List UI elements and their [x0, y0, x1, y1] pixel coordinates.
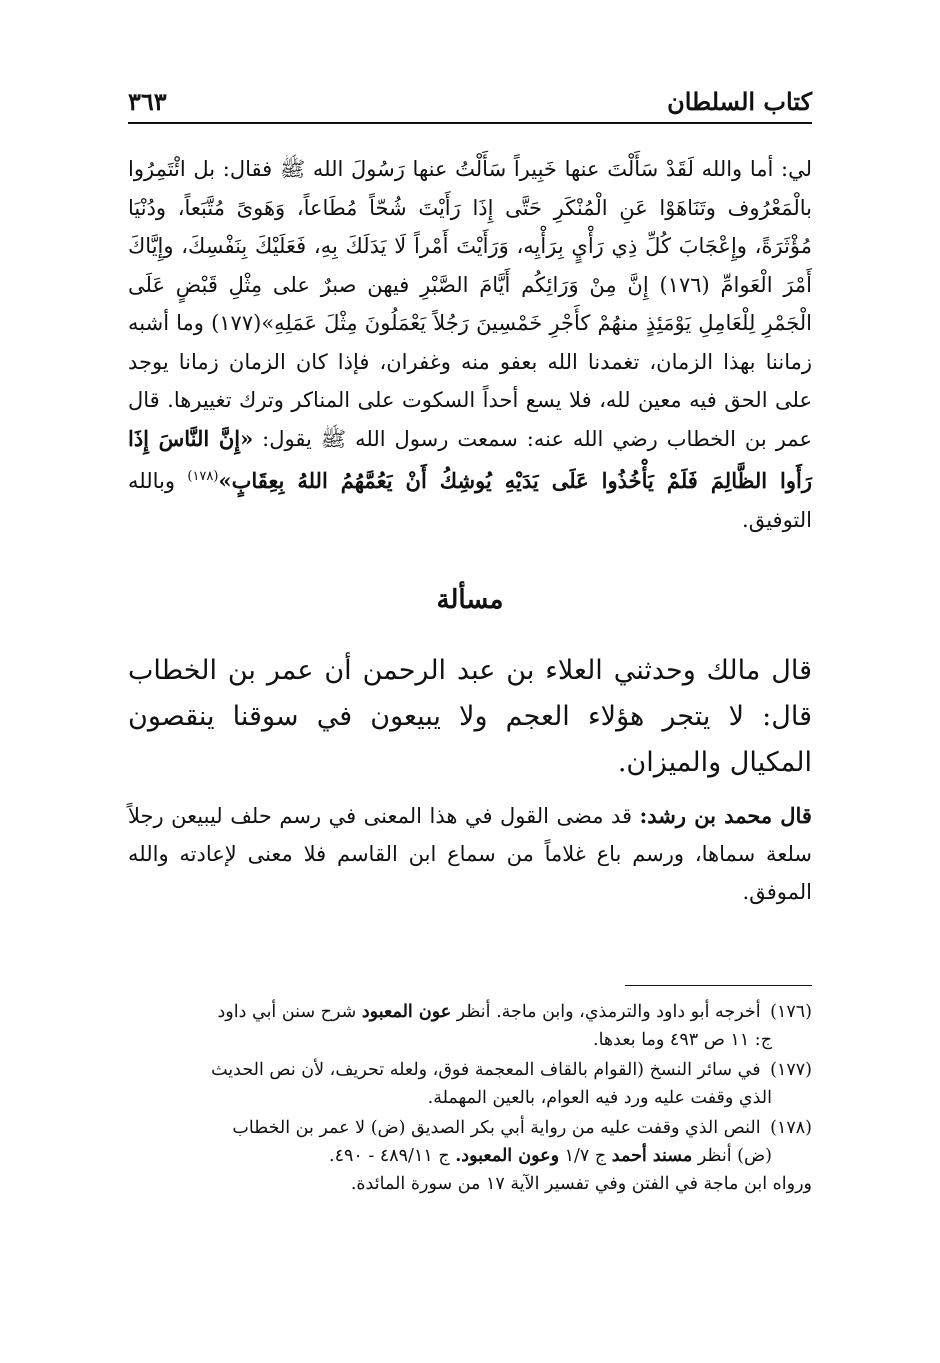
- hadith-footnote-ref: (١٧٨): [187, 469, 219, 484]
- closing-text: وبالله التوفيق.: [128, 469, 812, 532]
- book-title: كتاب السلطان: [667, 87, 812, 116]
- footnote-number: (١٧٦): [770, 1002, 812, 1022]
- footnote-text: ج ١/٧: [564, 1146, 607, 1166]
- paragraph-body: [128, 150, 812, 539]
- page-header: [128, 78, 812, 124]
- footnote-number: (١٧٨): [770, 1118, 812, 1138]
- quote-text: قال مالك وحدثني العلاء بن عبد الرحمن أن عمر بن الخطاب قال: لا يتجر هؤلاء العجم ولا يبيعون في سوقنا ينقصون المكيال والميزان.: [128, 655, 812, 778]
- footnote-divider: [625, 985, 812, 986]
- footnote-text: في سائر النسخ (القوام بالقاف المعجمة فوق، ولعله تحريف، لأن نص الحديث: [211, 1060, 761, 1080]
- footnote-bold: وعون المعبود.: [455, 1146, 560, 1166]
- section-title: مسألة: [436, 585, 504, 615]
- footnote-text: النص الذي وقفت عليه من رواية أبي بكر الصديق (ض) لا عمر بن الخطاب: [232, 1118, 761, 1138]
- footnote-text: ج ٤٨٩/١١ - ٤٩٠.: [329, 1146, 450, 1166]
- footnotes: [128, 998, 812, 1200]
- commentary-speaker: قال محمد بن رشد:: [639, 803, 812, 828]
- footnote-number: (١٧٧): [770, 1060, 812, 1080]
- footnote-text: أخرجه أبو داود والترمذي، وابن ماجة. أنظر: [456, 1002, 761, 1022]
- footnote: [128, 998, 812, 1054]
- footnote: [128, 1056, 812, 1112]
- footnote-extra: ورواه ابن ماجة في الفتن وفي تفسير الآية ١٧ من سورة المائدة.: [350, 1174, 812, 1194]
- paragraph-text: لي: أما والله لَقَدْ سَأَلْتَ عنها خَبِيراً سَأَلْتُ عنها رَسُولَ الله ﷺ فقال: بل ائْتَمِرُوا بالْمَعْرُوف وتَنَاهَوْا عَنِ الْمُنْكَرِ حَتَّى إِذَا رَأَيْتَ شُحّاً مُطَاعاً، وَهَوىً مُتَّبَعاً، ودُنْيَا مُؤْثَرَةً، وإِعْجَابَ كُلِّ ذِي رَأْيٍ بِرَأْيِه، وَرَأَيْتَ أَمْراً لَا يَدَلَكَ بِهِ، فَعَلَيْكَ بِنَفْسِكَ، وإِيَّاكَ أَمْرَ الْعَوامِّ (١٧٦) إِنَّ مِنْ وَرَائِكُم أَيَّامَ الصَّبْرِ فيهن صبرٌ على مِثْلِ قَبْضٍ عَلَى الْجَمْرِ لِلْعَامِلِ يَوْمَئِذٍ منهُمْ كأَجْرِ خَمْسِينَ رَجُلاً يَعْمَلُونَ مِثْلَ عَمَلِهِ»(١٧٧) وما أشبه زماننا بهذا الزمان، تغمدنا الله بعفو منه وغفران، فإذا كان الزمان زمانا يوجد على الحق فيه معين لله، فلا يسع أحداً السكوت على المناكر وترك تغييرها. قال عمر بن الخطاب رضي الله عنه: سمعت رسول الله ﷺ يقول:: [128, 157, 812, 451]
- footnote-text: (ض) أنظر: [697, 1146, 772, 1166]
- footnote-text: شرح سنن أبي داود: [217, 1002, 357, 1022]
- commentary-paragraph: [128, 797, 812, 911]
- page-number: ٣٦٣: [128, 87, 167, 116]
- footnote: [128, 1114, 812, 1198]
- commentary: [128, 797, 812, 911]
- footnote-continuation: [128, 1142, 812, 1170]
- footnote-bold: عون المعبود: [361, 1002, 452, 1022]
- commentary-text: قد مضى القول في هذا المعنى في رسم حلف ليبيعن رجلاً سلعة سماها، ورسم باع غلاماً من سماع ابن القاسم فلا معنى لإعادته والله الموفق.: [128, 804, 812, 904]
- footnote-continuation: الذي وقفت عليه ورد فيه العوام، بالعين المهملة.: [427, 1088, 772, 1108]
- footnote-bold: مسند أحمد: [611, 1146, 693, 1166]
- footnote-continuation: ج: ١١ ص ٤٩٣ وما بعدها.: [593, 1030, 772, 1050]
- main-paragraph: [128, 150, 812, 539]
- hadith-quote: «إِنَّ النَّاسَ إِذَا رَأَوا الظَّالِمَ فَلَمْ يَأْخُذُوا عَلَى يَدَيْهِ يُوشِكُ أَنْ يَعُمَّهُمُ اللهُ بِعِقَابٍ»: [128, 425, 812, 493]
- section-quote: [128, 648, 812, 786]
